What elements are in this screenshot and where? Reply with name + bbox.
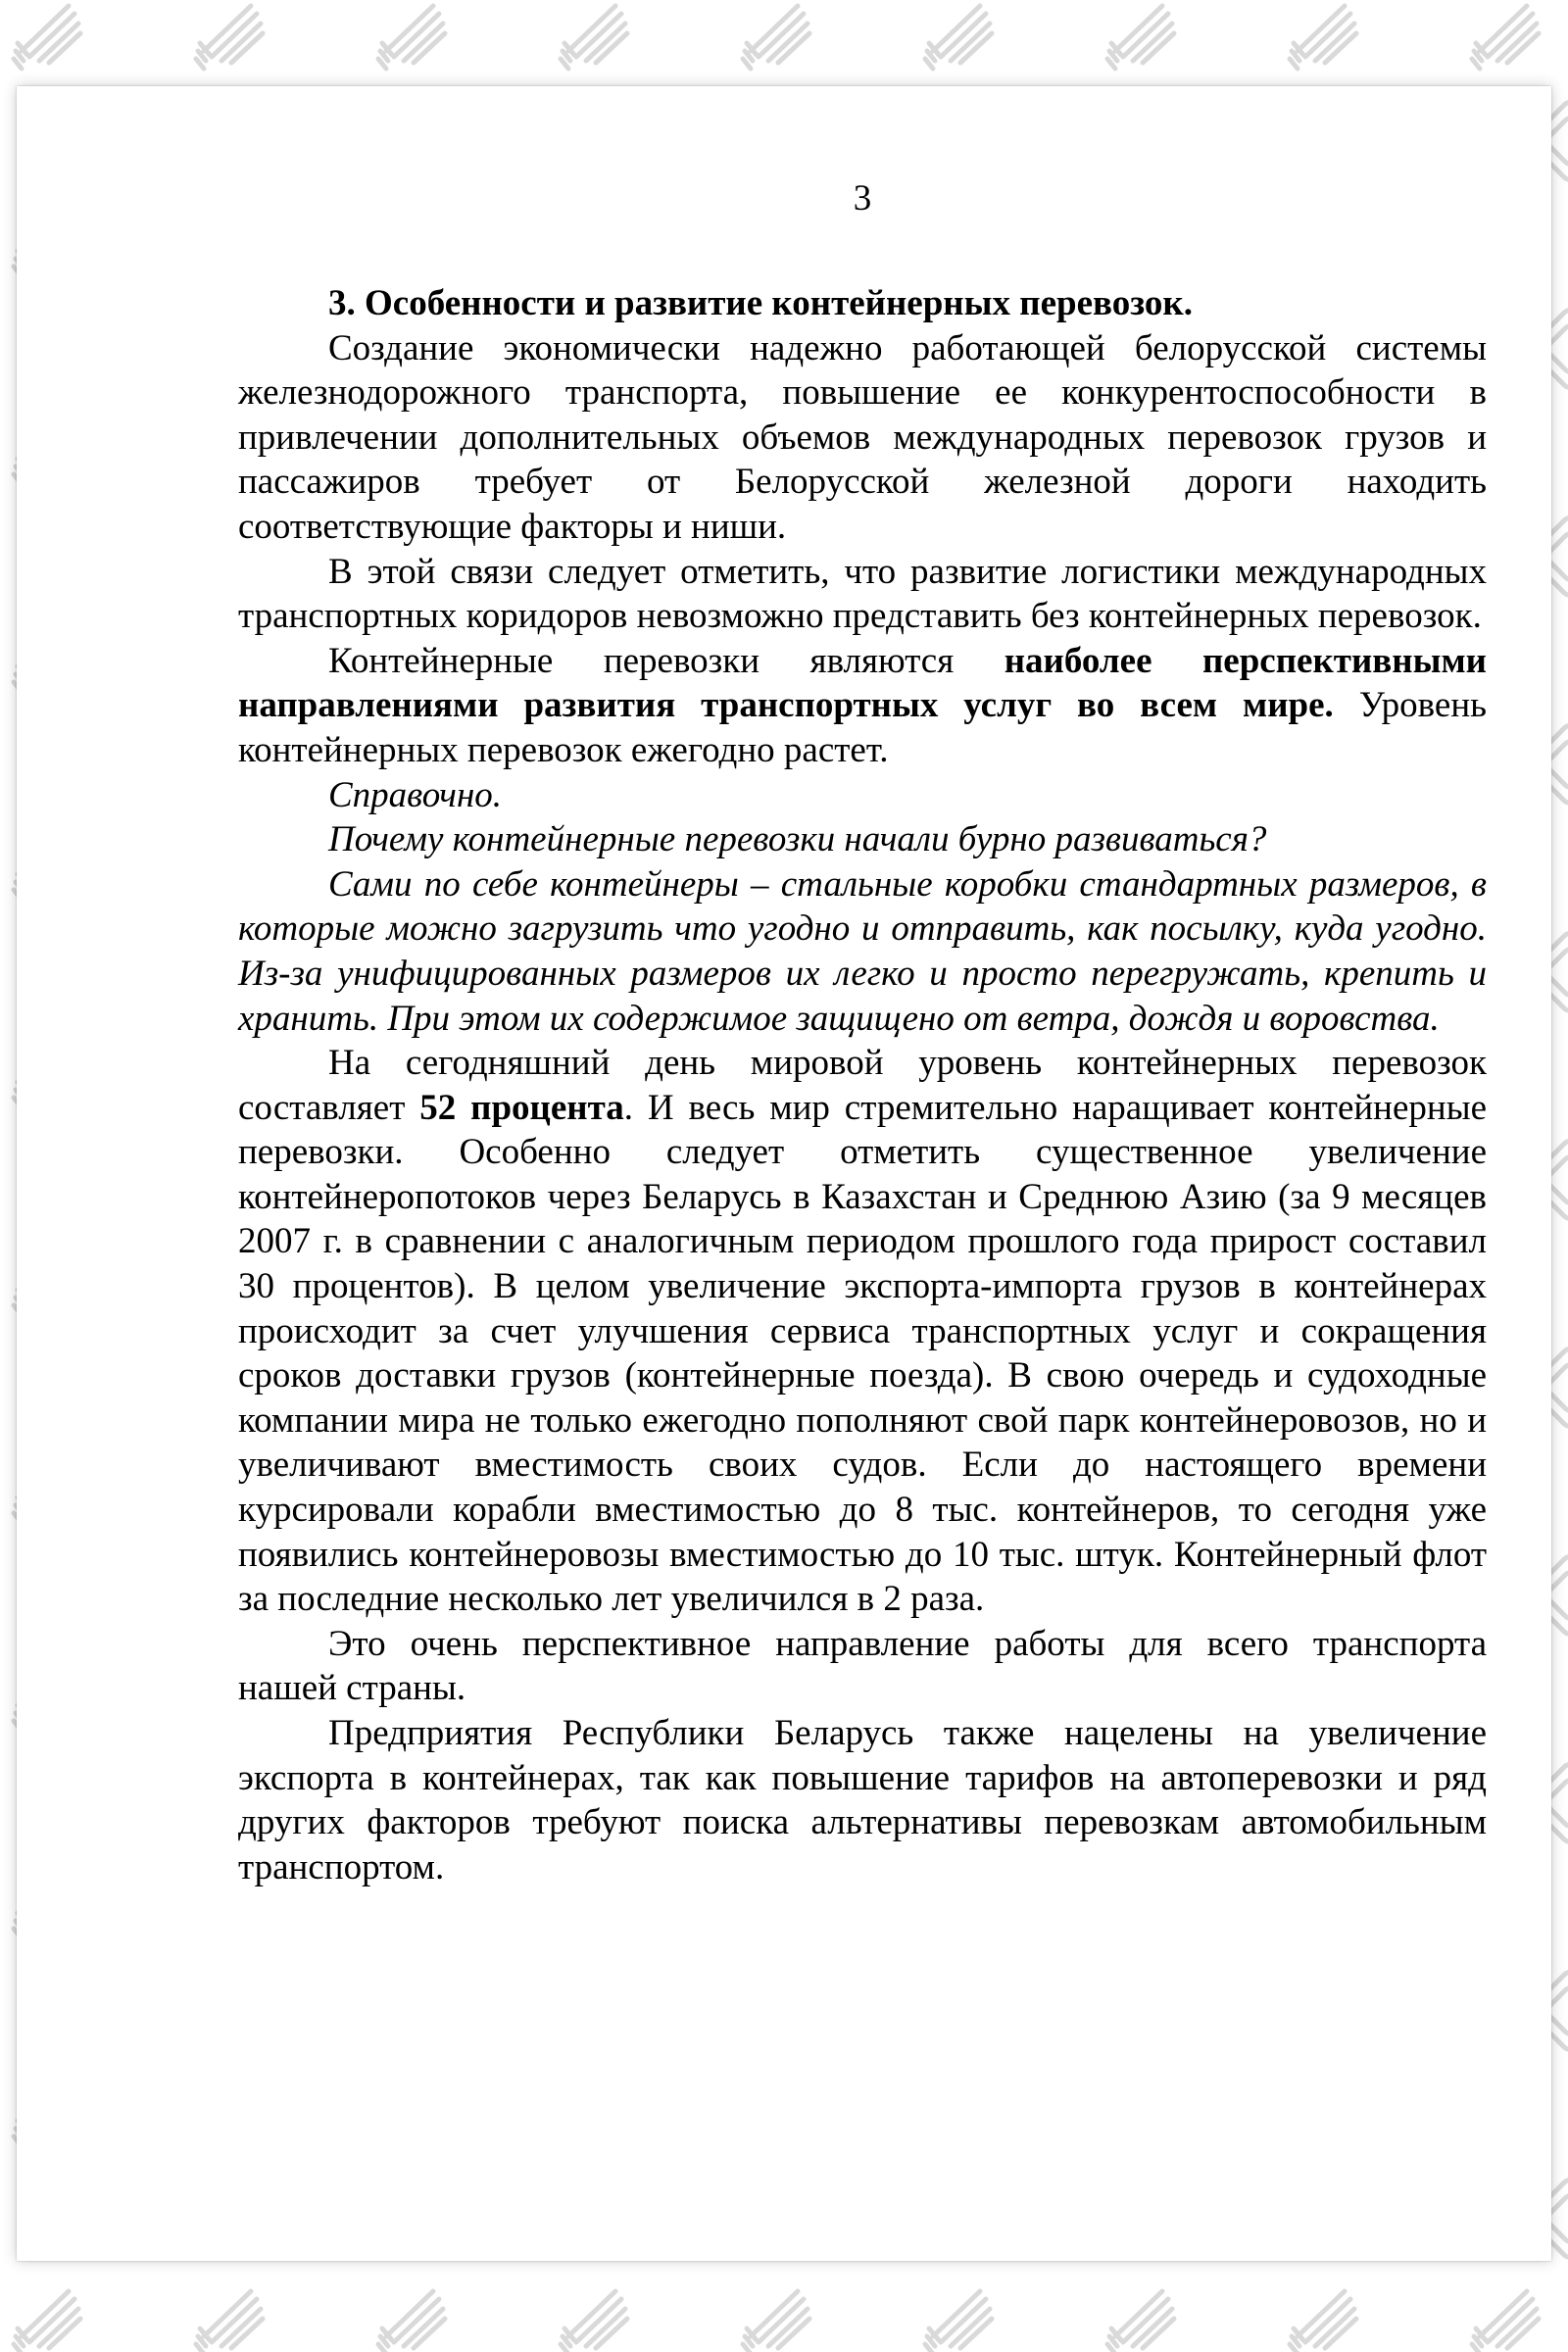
document-body: [238, 326, 1487, 1890]
text-run: . И весь мир стремительно наращивает контейнерные перевозки. Особенно следует отметить существенное увеличение контейнеропотоков через Беларусь в Казахстан и Среднюю Азию (за 9 месяцев 2007 г. в сравнении с аналогичным периодом прошлого года прирост составил 30 процентов). В целом увеличение экспорта-импорта грузов в контейнерах происходит за счет улучшения сервиса транспортных услуг и сокращения сроков доставки грузов (контейнерные поезда). В свою очередь и судоходные компании мира не только ежегодно пополняют свой парк контейнеровозов, но и увеличивают вместимость своих судов. Если до настоящего времени курсировали корабли вместимостью до 8 тыс. контейнеров, то сегодня уже появились контейнеровозы вместимостью до 10 тыс. штук. Контейнерный флот за последние несколько лет увеличился в 2 раза.: [238, 1087, 1487, 1620]
text-run-bold: наиболее перспективными направлениями развития транспортных услуг во всем мире.: [238, 640, 1487, 726]
paragraph: [238, 326, 1487, 550]
text-run: На сегодняшний день мировой уровень контейнерных перевозок составляет: [238, 1043, 1487, 1128]
text-run: В этой связи следует отметить, что развитие логистики международных транспортных коридоров невозможно представить без контейнерных перевозок.: [238, 551, 1487, 637]
text-run: Контейнерные перевозки являются: [328, 640, 1004, 681]
paragraph: [238, 1041, 1487, 1622]
document-content: [17, 86, 1551, 1889]
paragraph: [238, 862, 1487, 1041]
text-run: Справочно.: [328, 774, 503, 815]
text-run: Почему контейнерные перевозки начали бурно развиваться?: [328, 819, 1267, 860]
paragraph: [238, 773, 1487, 818]
text-run: Предприятия Республики Беларусь также нацелены на увеличение экспорта в контейнерах, так как повышение тарифов на автоперевозки и ряд других факторов требуют поиска альтернативы перевозкам автомобильным транспортом.: [238, 1713, 1487, 1887]
document-page: [17, 86, 1551, 2261]
text-run: Сами по себе контейнеры – стальные коробки стандартных размеров, в которые можно загрузить что угодно и отправить, как посылку, куда угодно. Из-за унифицированных размеров их легко и просто перегружать, крепить и хранить. При этом их содержимое защищено от ветра, дождя и воровства.: [238, 863, 1487, 1039]
text-run: Уровень контейнерных перевозок ежегодно растет.: [238, 685, 1488, 770]
text-run: Это очень перспективное направление работы для всего транспорта нашей страны.: [238, 1623, 1487, 1709]
paragraph: [238, 1711, 1487, 1889]
paragraph: [238, 639, 1487, 773]
page-number: 3: [853, 178, 872, 219]
text-run: Создание экономически надежно работающей белорусской системы железнодорожного транспорта, повышение ее конкурентоспособности в привлечении дополнительных объемов международных перевозок грузов и пассажиров требует от Белорусской железной дороги находить соответствующие факторы и ниши.: [238, 327, 1487, 547]
document-heading: 3. Особенности и развитие контейнерных перевозок.: [328, 283, 1193, 323]
paragraph: [238, 817, 1487, 862]
text-run-bold: 52 процента: [419, 1087, 624, 1128]
paragraph: [238, 1622, 1487, 1711]
paragraph: [238, 550, 1487, 639]
